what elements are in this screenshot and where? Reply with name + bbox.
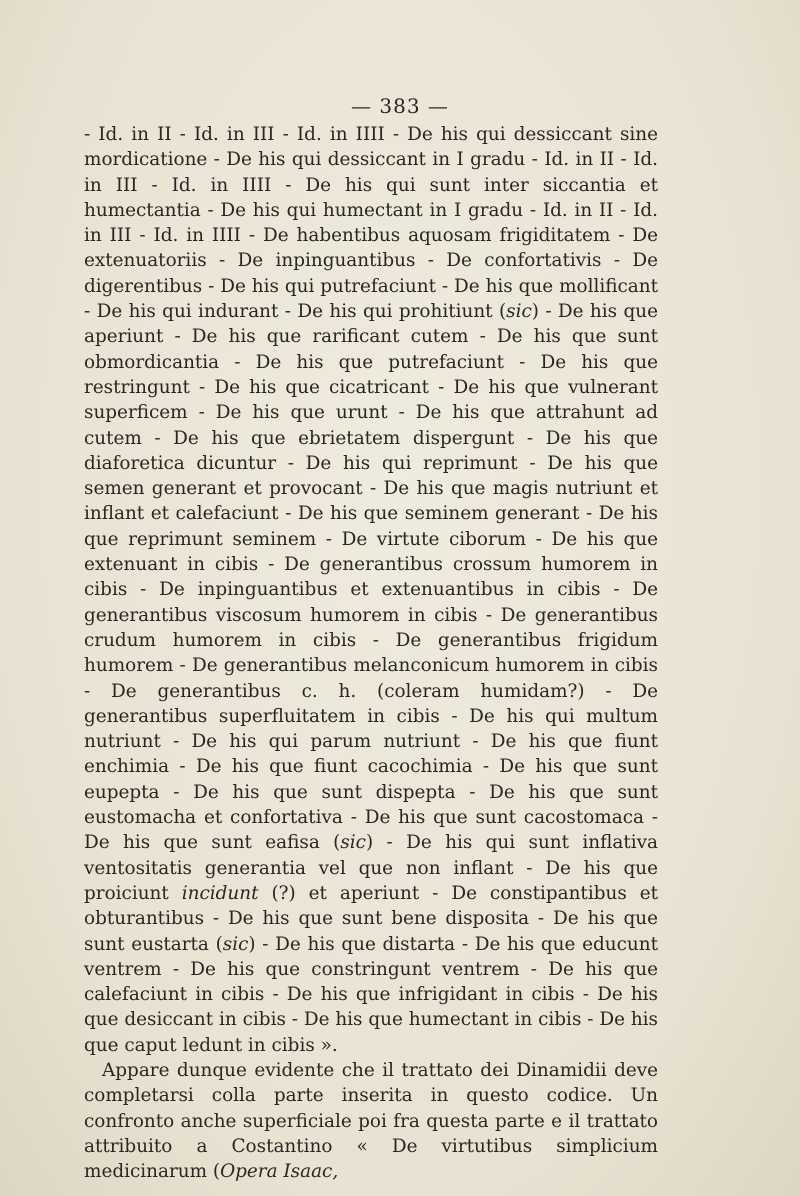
body-text	[84, 122, 658, 1184]
text-run: ) - De his que aperiunt - De his que rarificant cutem - De his que sunt obmordicantia - De his que putrefaciunt - De his que restringunt - De his que cicatricant - De his que vulnerant superficem - De his que urunt - De his que attrahunt ad cutem - De his que ebrietatem dispergunt - De his que diaforetica dicuntur - De his qui reprimunt - De his que semen generant et provocant - De his que magis nutriunt et inflant et calefaciunt - De his que seminem generant - De his que reprimunt seminem - De virtute ciborum - De his que extenuant in cibis - De generantibus crossum humorem in cibis - De inpinguantibus et extenuantibus in cibis - De generantibus viscosum humorem in cibis - De generantibus crudum humorem in cibis - De generantibus frigidum humorem - De generantibus melanconicum humorem in cibis - De generantibus c. h. (coleram humidam?) - De generantibus superfluitatem in cibis - De his qui multum nutriunt - De his qui parum nutriunt - De his que fiunt enchimia - De his que fiunt cacochimia - De his que sunt eupepta - De his que sunt dispepta - De his que sunt eustomacha et confortativa - De his que sunt cacostomaca - De his que sunt eafisa (	[84, 301, 658, 854]
text-run-italic: sic	[506, 301, 532, 323]
text-run: (?) et aperiunt - De constipantibus et obturantibus - De his que sunt bene disposita - De his que sunt eustarta (	[84, 882, 658, 955]
text-run-italic: Opera Isaac,	[220, 1161, 339, 1183]
text-run: ) - De his que distarta - De his que educunt ventrem - De his que constringunt ventrem - De his que calefaciunt in cibis - De his que infrigidant in cibis - De his que desiccant in cibis - De his que humectant in cibis - De his que caput ledunt in cibis ».	[84, 933, 658, 1056]
text-run: Appare dunque evidente che il trattato dei Dinamidii deve completarsi colla parte inserita in questo codice. Un confronto anche superficiale poi fra questa parte e il trattato attribuito a Costantino « De virtutibus simplicium medicinarum (	[84, 1059, 658, 1183]
text-run-italic: incidunt	[181, 882, 259, 904]
page-number: — 383 —	[351, 94, 449, 118]
text-run: ) - De his qui sunt inflativa ventositatis generantia vel que non inflant - De his que proiciunt	[84, 832, 658, 904]
paragraph-1	[84, 122, 658, 1058]
paragraph-2	[84, 1058, 658, 1184]
text-run-italic: sic	[222, 933, 249, 955]
text-run-italic: sic	[340, 832, 366, 854]
text-run: - Id. in II - Id. in III - Id. in IIII - De his qui dessiccant sine mordicatione - De his qui dessiccant in I gradu - Id. in II - Id. in III - Id. in IIII - De his qui sunt inter siccantia et humectantia - De his qui humectant in I gradu - Id. in II - Id. in III - Id. in IIII - De habentibus aquosam frigiditatem - De extenuatoriis - De inpinguantibus - De confortativis - De digerentibus - De his qui putrefaciunt - De his que mollificant - De his qui indurant - De his qui prohitiunt (	[84, 124, 658, 323]
